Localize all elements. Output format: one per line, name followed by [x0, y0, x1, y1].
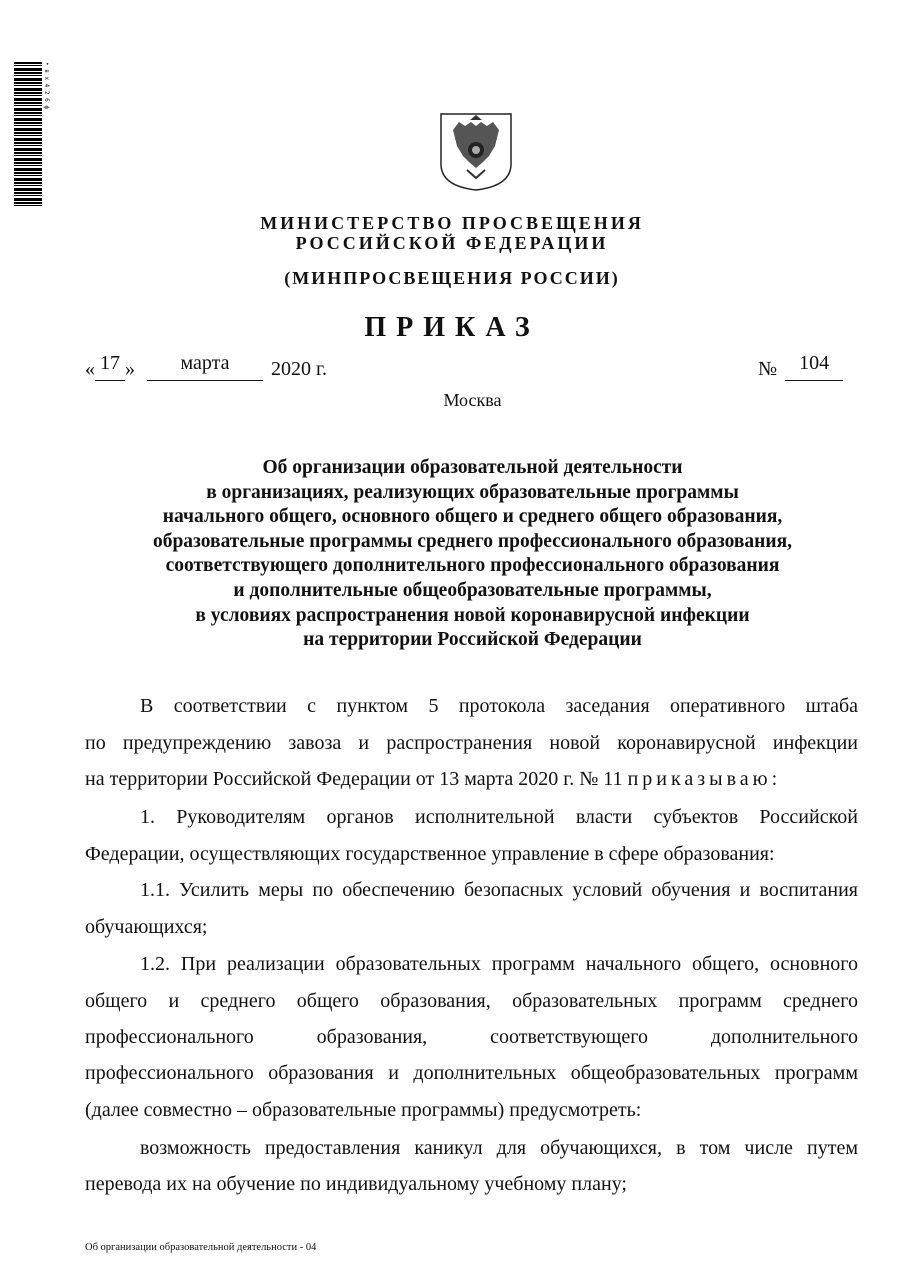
paragraph-item-1: 1. Руководителям органов исполнительной власти субъектов Российской	[140, 806, 858, 828]
title-line: и дополнительные общеобразовательные программы,	[233, 579, 712, 601]
barcode-bars	[14, 62, 42, 208]
title-line: Об организации образовательной деятельности	[262, 457, 683, 478]
document-title	[0, 456, 904, 653]
barcode-digits: • в х 4 2 6 ф	[43, 62, 50, 109]
barcode	[14, 62, 54, 208]
paragraph-item-1-2: общего и среднего общего образования, образовательных программ среднего	[85, 990, 858, 1012]
date-open-quote: «	[85, 358, 95, 380]
order-verb: приказываю:	[627, 768, 782, 790]
city: Москва	[443, 390, 502, 410]
paragraph-item-1-2: профессионального образования, соответствующего дополнительного	[85, 1026, 858, 1048]
date-year: 2020 г.	[271, 358, 327, 380]
title-line: соответствующего дополнительного профессионального образования	[165, 555, 780, 577]
paragraph-preamble-line: В соответствии с пунктом 5 протокола заседания оперативного штаба	[140, 695, 858, 717]
date-month-field: марта	[147, 358, 263, 381]
paragraph-item-1-2: профессионального образования и дополнительных общеобразовательных программ	[85, 1062, 858, 1084]
title-line: в организациях, реализующих образовательные программы	[206, 481, 739, 503]
paragraph-preamble-line: по предупреждению завоза и распространения новой коронавирусной инфекции	[85, 732, 858, 754]
order-number	[758, 352, 843, 381]
title-line: на территории Российской Федерации	[303, 629, 642, 651]
paragraph-holidays: перевода их на обучение по индивидуальному учебному плану;	[85, 1173, 627, 1195]
title-line: начального общего, основного общего и среднего общего образования,	[162, 506, 783, 528]
footer-document-code: Об организации образовательной деятельности - 04	[85, 1242, 317, 1253]
order-date	[85, 352, 327, 381]
paragraph-item-1-1: обучающихся;	[85, 916, 208, 938]
paragraph-item-1: Федерации, осуществляющих государственное управление в сфере образования:	[85, 843, 775, 865]
document-type: ПРИКАЗ	[364, 312, 540, 343]
number-sign: №	[758, 358, 778, 380]
paragraph-item-1-2: 1.2. При реализации образовательных программ начального общего, основного	[140, 953, 858, 975]
coat-of-arms-icon	[437, 112, 515, 192]
date-close-quote: »	[125, 358, 135, 380]
title-line: в условиях распространения новой коронавирусной инфекции	[195, 604, 750, 626]
paragraph-preamble-line: на территории Российской Федерации от 13 марта 2020 г. № 11 приказываю:	[85, 768, 782, 790]
paragraph-item-1-2: (далее совместно – образовательные программы) предусмотреть:	[85, 1099, 642, 1121]
number-value-field: 104	[785, 358, 843, 381]
paragraph-item-1-1: 1.1. Усилить меры по обеспечению безопасных условий обучения и воспитания	[140, 879, 858, 901]
title-line: образовательные программы среднего профессионального образования,	[152, 530, 793, 552]
date-day-field: 17	[95, 358, 125, 381]
ministry-short-name: (МИНПРОСВЕЩЕНИЯ РОССИИ)	[284, 268, 620, 288]
ministry-name-line2: РОССИЙСКОЙ ФЕДЕРАЦИИ	[295, 233, 609, 253]
ministry-name-line1: МИНИСТЕРСТВО ПРОСВЕЩЕНИЯ	[260, 213, 644, 233]
paragraph-holidays: возможность предоставления каникул для обучающихся, в том числе путем	[140, 1137, 858, 1159]
